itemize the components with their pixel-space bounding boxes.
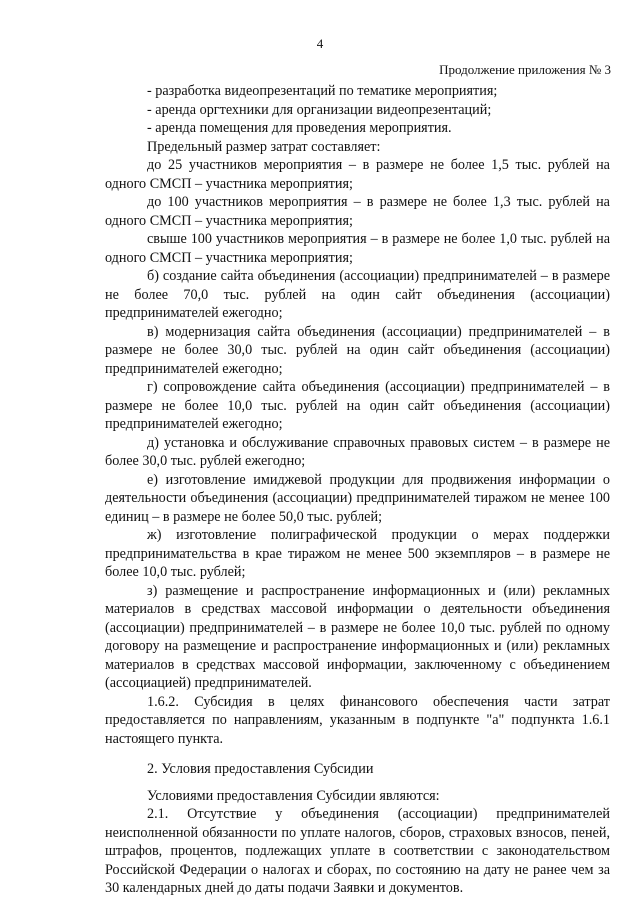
paragraph: свыше 100 участников мероприятия – в размере не более 1,0 тыс. рублей на одного СМСП – участника мероприятия; <box>105 231 610 266</box>
appendix-label: Продолжение приложения № 3 <box>439 62 611 77</box>
paragraph: з) размещение и распространение информационных и (или) рекламных материалов в средствах массовой информации о деятельности объединения (ассоциации) предпринимателей – в размере не более 10,0 тыс. рублей по одному договору на размещение и распространение информационных и (или) рекламных материалов в средствах массовой информации, заключенному с объединением (ассоциацией) предпринимателей. <box>105 582 610 691</box>
section-heading: 2. Условия предоставления Субсидии <box>147 761 374 777</box>
paragraph: в) модернизация сайта объединения (ассоциации) предпринимателей – в размере не более 30,0 тыс. рублей на один сайт объединения (ассоциации) предпринимателей ежегодно; <box>105 323 610 377</box>
paragraph: - аренда помещения для проведения мероприятия. <box>147 120 452 136</box>
document-body <box>105 82 610 898</box>
paragraph: 2.1. Отсутствие у объединения (ассоциации) предпринимателей неисполненной обязанности по уплате налогов, сборов, страховых взносов, пеней, штрафов, процентов, подлежащих уплате в соответствии с законодательством Российской Федерации о налогах и сборах, по состоянию на дату не ранее чем за 30 календарных дней до даты подачи Заявки и документов. <box>105 806 610 896</box>
paragraph: б) создание сайта объединения (ассоциации) предпринимателей – в размере не более 70,0 тыс. рублей на один сайт объединения (ассоциации) предпринимателей ежегодно; <box>105 268 610 321</box>
paragraph: ж) изготовление полиграфической продукции о мерах поддержки предпринимательства в крае тиражом не менее 500 экземпляров – в размере не более 10,0 тыс. рублей; <box>105 527 610 580</box>
paragraph: до 100 участников мероприятия – в размере не более 1,3 тыс. рублей на одного СМСП – участника мероприятия; <box>105 194 610 229</box>
paragraph: - аренда оргтехники для организации видеопрезентаций; <box>147 101 492 118</box>
paragraph: Предельный размер затрат составляет: <box>147 138 381 155</box>
paragraph: д) установка и обслуживание справочных правовых систем – в размере не более 30,0 тыс. рублей ежегодно; <box>105 434 610 469</box>
paragraph: е) изготовление имиджевой продукции для продвижения информации о деятельности объединения (ассоциации) предпринимателей тиражом не менее 100 единиц – в размере не более 50,0 тыс. рублей; <box>105 471 610 525</box>
paragraph: - разработка видеопрезентаций по тематике мероприятия; <box>147 83 498 99</box>
paragraph: г) сопровождение сайта объединения (ассоциации) предпринимателей – в размере не более 10,0 тыс. рублей на один сайт объединения (ассоциации) предпринимателей ежегодно; <box>105 379 610 432</box>
paragraph: Условиями предоставления Субсидии являются: <box>147 787 440 804</box>
paragraph: до 25 участников мероприятия – в размере не более 1,5 тыс. рублей на одного СМСП – участника мероприятия; <box>105 157 610 192</box>
page-number: 4 <box>316 36 324 51</box>
paragraph: 1.6.2. Субсидия в целях финансового обеспечения части затрат предоставляется по направлениям, указанным в подпункте "а" подпункта 1.6.1 настоящего пункта. <box>105 693 610 747</box>
